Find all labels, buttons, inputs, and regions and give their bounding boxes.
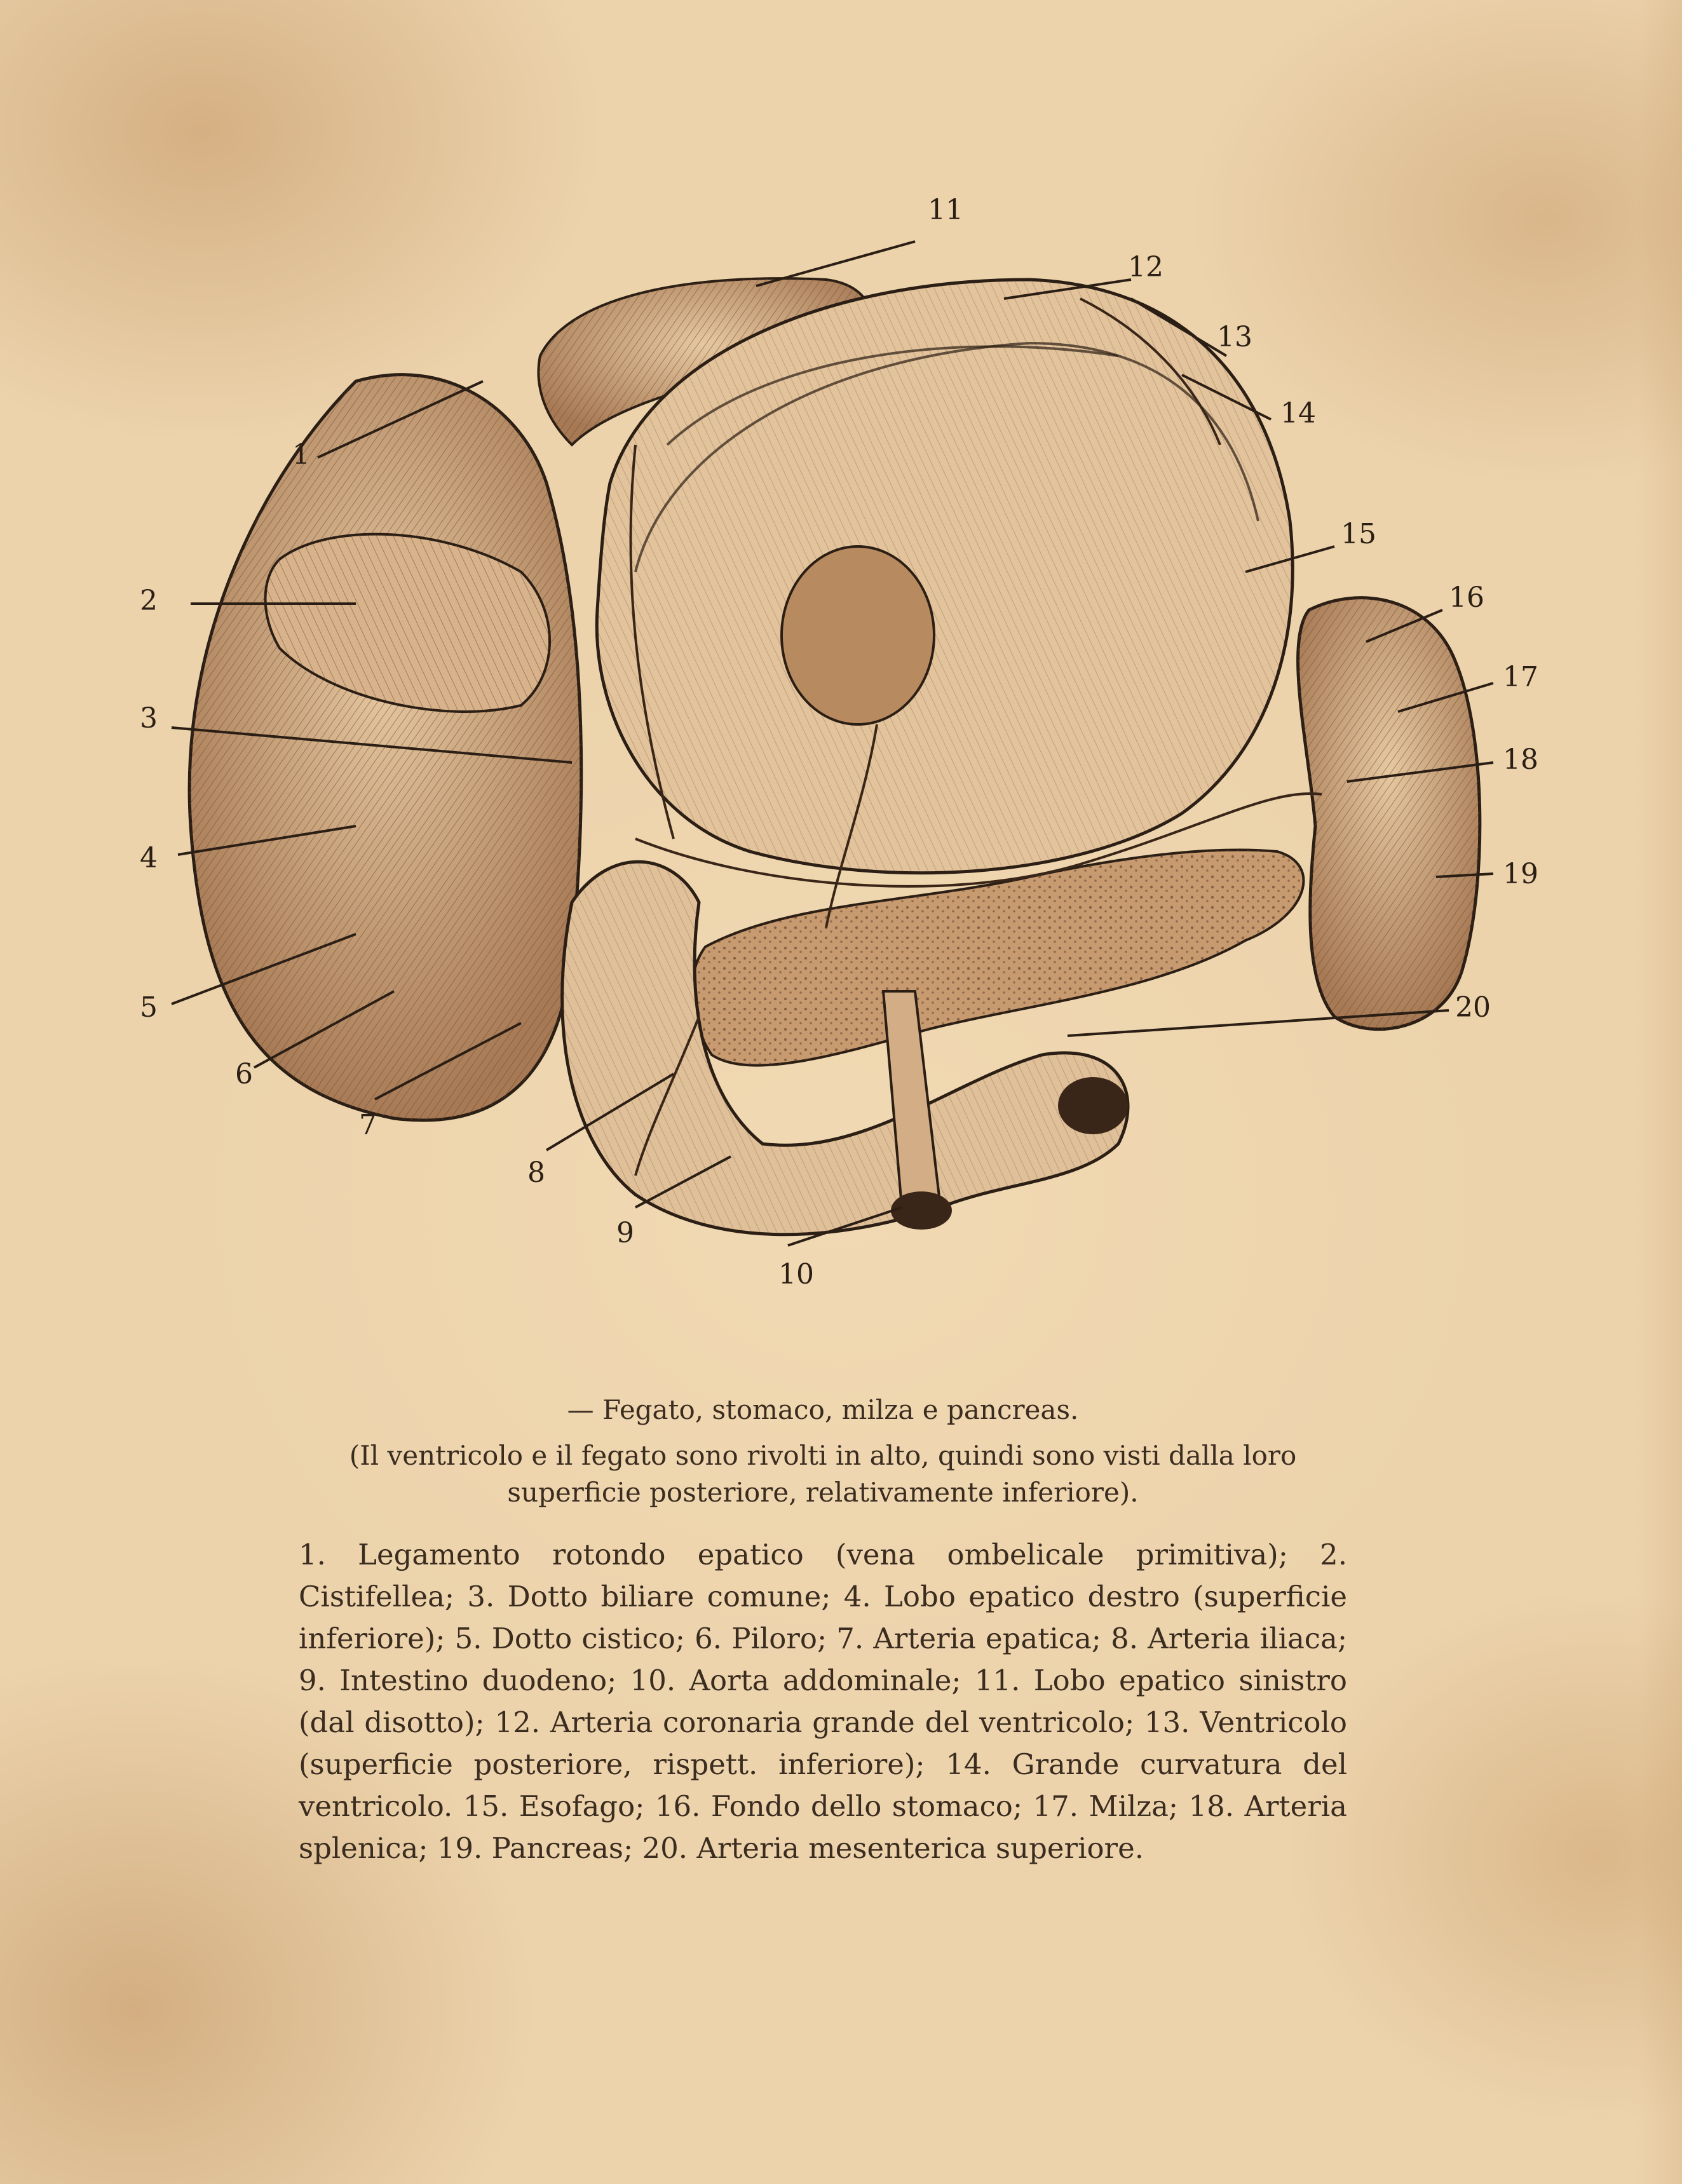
label-16: 16 [1449,581,1484,614]
label-14: 14 [1280,397,1316,430]
label-8: 8 [527,1156,545,1189]
label-5: 5 [140,991,158,1024]
legend-text: 1. Legamento rotondo epatico (vena ombelicale primitiva); 2. Cistifellea; 3. Dotto biliare comune; 4. Lobo epatico destro (superficie inferiore); 5. Dotto cistico; 6. Piloro; 7. Arteria epatica; 8. Arteria iliaca; 9. Intestino duodeno; 10. Aorta addominale; 11. Lobo epatico sinistro (dal disotto); 12. Arteria coronaria grande del ventricolo; 13. Ventricolo (superficie posteriore, rispett. inferiore); 14. Grande curvatura del ventricolo. 15. Esofago; 16. Fondo dello stomaco; 17. Milza; 18. Arteria splenica; 19. Pancreas; 20. Arteria mesenterica superiore. [299,1538,1347,1865]
caption-title: — Fegato, stomaco, milza e pancreas. [567,1394,1079,1425]
label-7: 7 [359,1109,377,1141]
label-15: 15 [1341,518,1376,550]
label-2: 2 [140,585,158,617]
label-10: 10 [778,1258,814,1291]
label-12: 12 [1128,251,1163,283]
label-1: 1 [292,438,310,471]
stomach [597,280,1292,873]
label-6: 6 [235,1058,253,1090]
label-13: 13 [1217,321,1252,353]
page-edge [1638,0,1682,2184]
label-20: 20 [1455,991,1491,1024]
label-19: 19 [1503,858,1538,890]
label-18: 18 [1503,743,1538,776]
label-9: 9 [616,1217,634,1249]
label-4: 4 [140,842,158,874]
caption-note: (Il ventricolo e il fegato sono rivolti in alto, quindi sono visti dalla loro superficie posteriore, relativamente inferiore). [349,1440,1297,1508]
label-11: 11 [928,194,963,226]
spleen [1298,598,1480,1029]
label-3: 3 [140,702,158,735]
label-17: 17 [1503,661,1538,693]
